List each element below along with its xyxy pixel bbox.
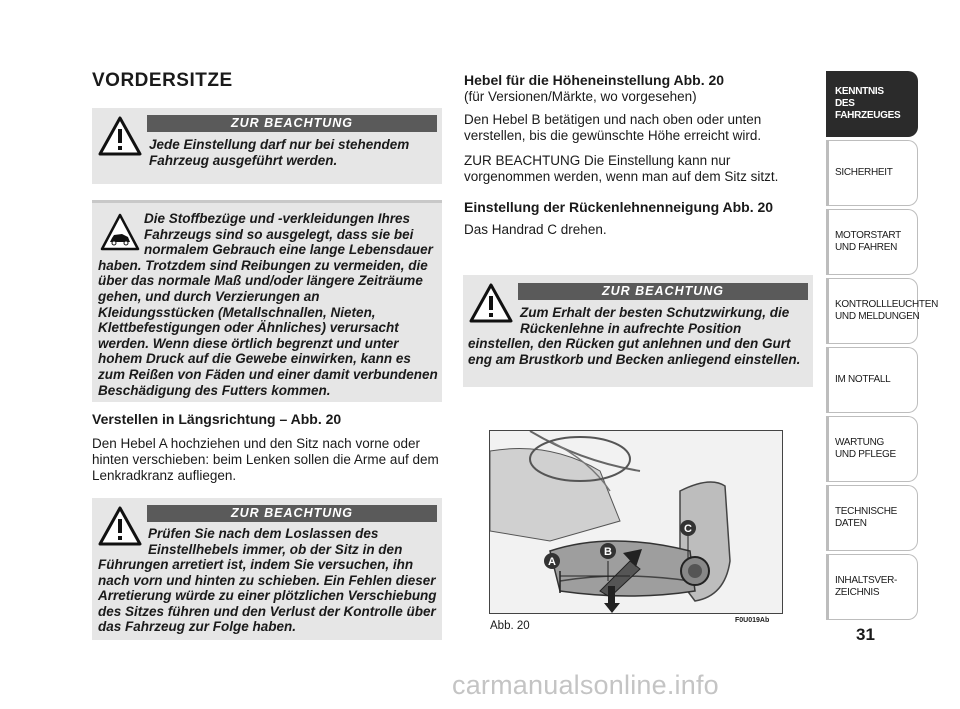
tab-inhaltsverzeichnis[interactable]: INHALTSVER- ZEICHNIS — [826, 554, 918, 620]
height-subheading: (für Versionen/Märkte, wo vorgesehen) — [464, 89, 697, 104]
longitudinal-text: Den Hebel A hochziehen und den Sitz nach vorne oder hinten verschieben: beim Lenken sollen die Arme auf dem Lenkradkranz aufliegen. — [92, 436, 439, 483]
warning-box-1 — [92, 108, 442, 184]
tab-kontrollleuchten[interactable]: KONTROLLLEUCHTEN UND MELDUNGEN — [826, 278, 918, 344]
figure-caption: Abb. 20 — [490, 620, 530, 632]
tab-kenntnis[interactable]: KENNTNIS DES FAHRZEUGES — [826, 71, 918, 137]
tab-technische-daten[interactable]: TECHNISCHE DATEN — [826, 485, 918, 551]
figure-label-a: A — [548, 556, 556, 568]
height-text-2: ZUR BEACHTUNG Die Einstellung kann nur vorgenommen werden, wenn man auf dem Sitz sitzt. — [464, 153, 779, 184]
warning-label: ZUR BEACHTUNG — [518, 283, 808, 300]
height-text-1: Den Hebel B betätigen und nach oben oder unten verstellen, bis die gewünschte Höhe erreicht wird. — [464, 112, 762, 143]
warning-text: Prüfen Sie nach dem Loslassen des Einstellhebels immer, ob der Sitz in den Führungen arretiert ist, indem Sie versuchen, ihn nach vorn und hinten zu schieben. Ein Fehlen dieser Arretierung würde zu einer plötzlichen Verschiebung des Sitzes führen und den Verlust der Kontrolle über das Fahrzeug zur Folge haben. — [98, 526, 437, 634]
figure-label-b: B — [604, 546, 612, 558]
figure-label-c: C — [684, 523, 692, 535]
warning-box-3 — [463, 275, 813, 387]
watermark: carmanualsonline.info — [452, 670, 719, 700]
backrest-text: Das Handrad C drehen. — [464, 222, 607, 237]
warning-label: ZUR BEACHTUNG — [147, 115, 437, 132]
warning-triangle-icon — [98, 116, 142, 156]
figure-code: F0U019Ab — [735, 617, 770, 624]
page-number: 31 — [856, 625, 875, 644]
warning-text: Jede Einstellung darf nur bei stehendem Fahrzeug ausgeführt werden. — [149, 137, 410, 168]
tab-im-notfall[interactable]: IM NOTFALL — [826, 347, 918, 413]
tab-motorstart[interactable]: MOTORSTART UND FAHREN — [826, 209, 918, 275]
seat-illustration — [490, 431, 783, 614]
warning-text: Zum Erhalt der besten Schutzwirkung, die Rückenlehne in aufrechte Position einstellen, den Rücken gut anlehnen und den Gurt eng am Brustkorb und Becken anliegend einstellen. — [468, 305, 801, 367]
page-title: VORDERSITZE — [92, 70, 233, 91]
care-note-box — [92, 200, 442, 402]
tab-wartung[interactable]: WARTUNG UND PFLEGE — [826, 416, 918, 482]
care-note-text: Die Stoffbezüge und -verkleidungen Ihres Fahrzeugs sind so ausgelegt, dass sie bei normalem Gebrauch eine lange Lebensdauer haben. Trotzdem sind Reibungen zu vermeiden, die über das normale Maß und/oder längere Zeiträume gehen, und durch Verzierungen an Kleidungsstücken (Metallschnallen, Nieten, Klettbefestigungen oder Ähnliches) verursacht werden. Wenn diese örtlich begrenzt und unter hohem Druck auf die Gewebe einwirken, kann es zum Reißen von Fäden und einer damit verbundenen Beschädigung des Futters kommen. — [98, 211, 438, 398]
height-heading: Hebel für die Höheneinstellung Abb. 20 — [464, 72, 725, 88]
seat-adjustment-figure — [489, 430, 783, 614]
backrest-heading: Einstellung der Rückenlehnenneigung Abb. 20 — [464, 199, 774, 215]
longitudinal-heading: Verstellen in Längsrichtung – Abb. 20 — [92, 411, 342, 427]
warning-label: ZUR BEACHTUNG — [147, 505, 437, 522]
warning-box-2 — [92, 498, 442, 640]
tab-sicherheit[interactable]: SICHERHEIT — [826, 140, 918, 206]
